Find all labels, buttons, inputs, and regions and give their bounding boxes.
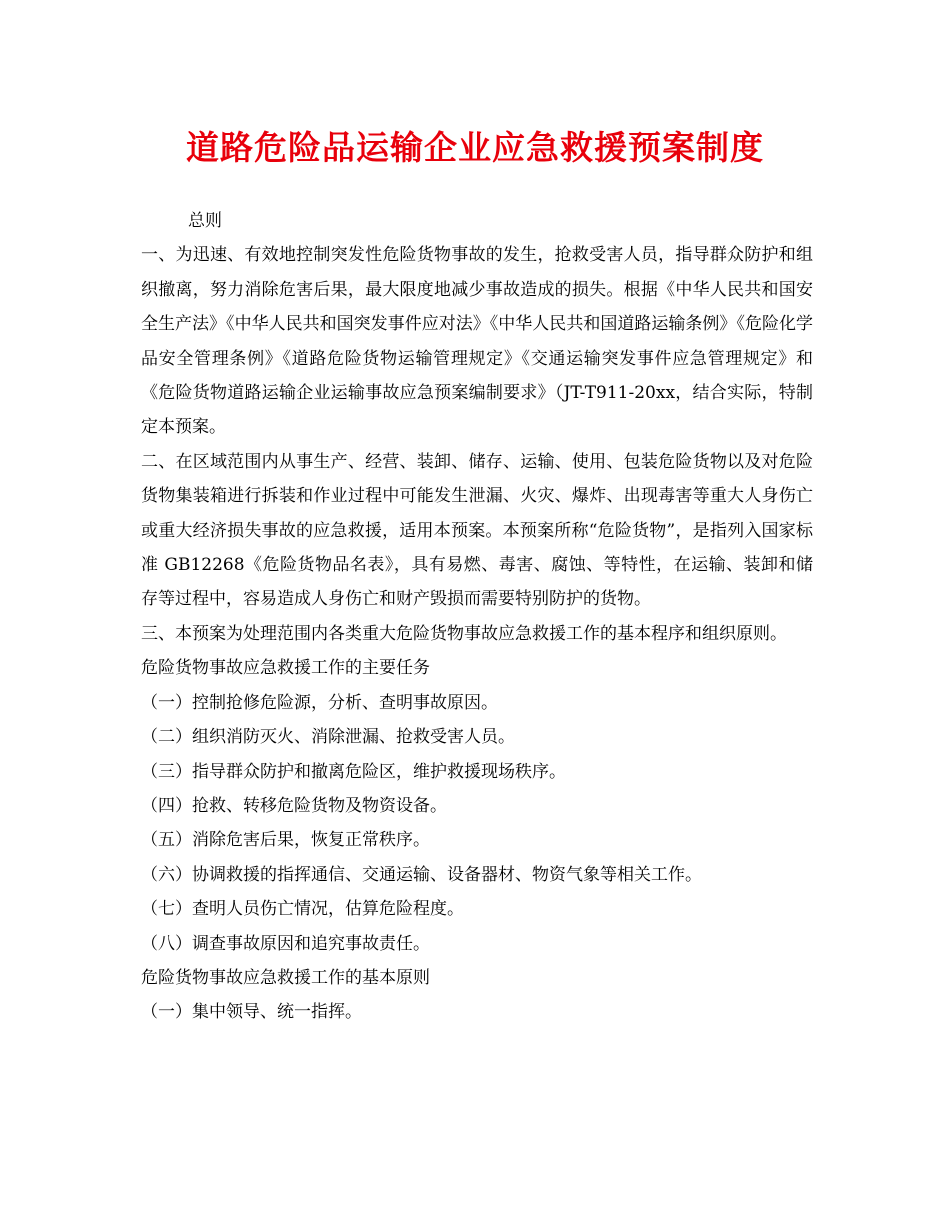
task-item: （五）消除危害后果，恢复正常秩序。 <box>141 830 430 851</box>
principle-item: （一）集中领导、统一指挥。 <box>141 1002 362 1023</box>
task-item: （六）协调救援的指挥通信、交通运输、设备器材、物资气象等相关工作。 <box>141 864 702 885</box>
paragraph-purpose: 一、为迅速、有效地控制突发性危险货物事故的发生，抢救受害人员，指导群众防护和组织撤离，努力消除危害后果，最大限度地减少事故造成的损失。根据《中华人民共和国安全生产法》《中华人民共和国突发事件应对法》《中华人民共和国道路运输条例》《危险化学品安全管理条例》《道路危险货物运输管理规定》《交通运输突发事件应急管理规定》和《危险货物道路运输企业运输事故应急预案编制要求》（JT-T911-20xx，结合实际，特制定本预案。 <box>141 245 813 438</box>
task-item: （三）指导群众防护和撤离危险区，维护救援现场秩序。 <box>141 761 566 782</box>
task-item: （一）控制抢修危险源，分析、查明事故原因。 <box>141 692 498 713</box>
task-item: （八）调查事故原因和追究事故责任。 <box>141 933 430 954</box>
task-item: （四）抢救、转移危险货物及物资设备。 <box>141 795 447 816</box>
section-heading-main-tasks: 危险货物事故应急救援工作的主要任务 <box>141 658 430 679</box>
document-body <box>141 204 813 1030</box>
section-heading-basic-principles: 危险货物事故应急救援工作的基本原则 <box>141 967 430 988</box>
task-item: （二）组织消防灭火、消除泄漏、抢救受害人员。 <box>141 727 515 748</box>
paragraph-principle-statement: 三、本预案为处理范围内各类重大危险货物事故应急救援工作的基本程序和组织原则。 <box>141 623 787 644</box>
document-title: 道路危险品运输企业应急救援预案制度 <box>186 128 764 167</box>
section-heading-general: 总则 <box>188 211 222 231</box>
task-item: （七）查明人员伤亡情况，估算危险程度。 <box>141 899 464 920</box>
paragraph-scope: 二、在区域范围内从事生产、经营、装卸、储存、运输、使用、包装危险货物以及对危险货物集装箱进行拆装和作业过程中可能发生泄漏、火灾、爆炸、出现毒害等重大人身伤亡或重大经济损失事故的应急救援，适用本预案。本预案所称“危险货物”，是指列入国家标准 GB12268《危险货物品名表》，具有易燃、毒害、腐蚀、等特性，在运输、装卸和储存等过程中，容易造成人身伤亡和财产毁损而需要特别防护的货物。 <box>141 451 813 610</box>
